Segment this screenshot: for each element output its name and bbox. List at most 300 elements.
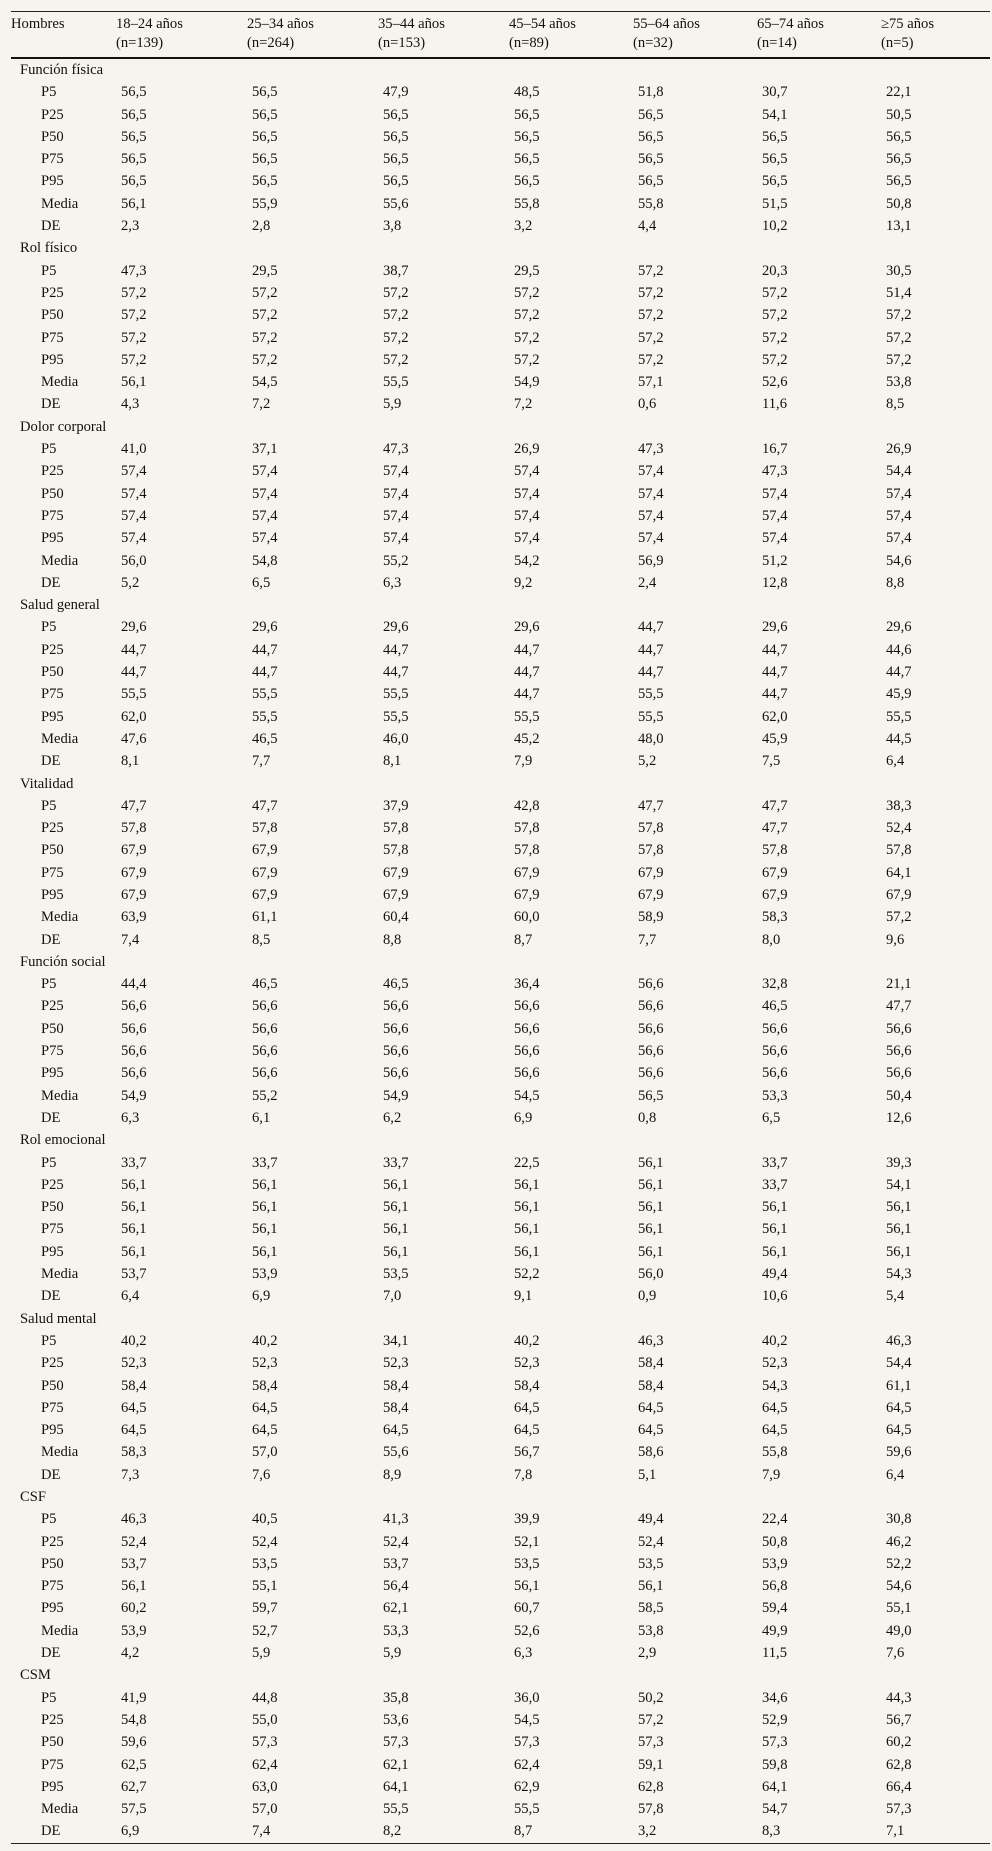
value-cell: 5,9 bbox=[383, 1645, 402, 1662]
stat-label: DE bbox=[11, 1820, 116, 1843]
column-header bbox=[247, 12, 378, 59]
value-cell: 26,9 bbox=[886, 441, 912, 458]
value-cell: 8,1 bbox=[121, 753, 140, 770]
value-cell: 57,2 bbox=[514, 329, 540, 346]
value-cell: 52,3 bbox=[252, 1355, 278, 1372]
stat-label: DE bbox=[41, 1645, 61, 1662]
value-cell: 55,5 bbox=[383, 374, 409, 391]
stat-label: P95 bbox=[41, 351, 64, 368]
value-cell: 52,4 bbox=[121, 1533, 147, 1550]
table-row bbox=[11, 1285, 990, 1307]
value-cell: 56,5 bbox=[886, 128, 912, 145]
value-cell: 56,6 bbox=[514, 1020, 540, 1037]
section-title: Salud mental bbox=[20, 1310, 97, 1327]
value-cell: 54,8 bbox=[252, 552, 278, 569]
value-cell: 53,3 bbox=[762, 1087, 788, 1104]
table-row bbox=[11, 304, 990, 326]
value-cell: 56,1 bbox=[121, 1578, 147, 1595]
value-cell: 58,3 bbox=[762, 909, 788, 926]
value-cell: 57,8 bbox=[383, 820, 409, 837]
value-cell: 67,9 bbox=[383, 864, 409, 881]
value-cell: 57,4 bbox=[514, 463, 540, 480]
value-cell: 64,5 bbox=[762, 1399, 788, 1416]
value-cell: 33,7 bbox=[762, 1154, 788, 1171]
value-cell: 57,4 bbox=[514, 507, 540, 524]
table-row bbox=[11, 260, 990, 282]
value-cell: 56,6 bbox=[638, 998, 664, 1015]
value-cell: 11,5 bbox=[762, 1645, 787, 1662]
section-header-row bbox=[11, 1129, 990, 1151]
stat-label: P25 bbox=[41, 998, 64, 1015]
value-cell: 57,3 bbox=[638, 1734, 664, 1751]
value-cell: 6,1 bbox=[252, 1109, 271, 1126]
value-cell: 47,7 bbox=[886, 998, 912, 1015]
value-cell: 57,4 bbox=[383, 507, 409, 524]
value-cell: 57,4 bbox=[383, 530, 409, 547]
value-cell: 52,3 bbox=[383, 1355, 409, 1372]
table-row bbox=[11, 1040, 990, 1062]
value-cell: 53,7 bbox=[383, 1555, 409, 1572]
value-cell: 67,9 bbox=[252, 886, 278, 903]
table-row bbox=[11, 884, 990, 906]
value-cell: 2,9 bbox=[638, 1645, 657, 1662]
value-cell: 56,5 bbox=[638, 1087, 664, 1104]
value-cell: 7,6 bbox=[252, 1466, 271, 1483]
value-cell: 57,2 bbox=[121, 351, 147, 368]
value-cell: 45,2 bbox=[514, 730, 540, 747]
value-cell: 53,9 bbox=[121, 1622, 147, 1639]
value-cell: 47,3 bbox=[383, 441, 409, 458]
table-row bbox=[11, 1174, 990, 1196]
value-cell: 57,3 bbox=[886, 1801, 912, 1818]
stat-label: P25 bbox=[41, 1176, 64, 1193]
table-row bbox=[11, 1798, 990, 1820]
table-row bbox=[11, 1508, 990, 1530]
value-cell: 41,0 bbox=[121, 441, 147, 458]
value-cell: 62,8 bbox=[638, 1778, 664, 1795]
value-cell: 47,7 bbox=[762, 797, 788, 814]
value-cell: 22,4 bbox=[762, 1511, 788, 1528]
value-cell: 56,5 bbox=[252, 151, 278, 168]
value-cell: 57,4 bbox=[121, 485, 147, 502]
value-cell: 58,4 bbox=[638, 1355, 664, 1372]
value-cell: 56,1 bbox=[762, 1199, 788, 1216]
value-cell: 56,5 bbox=[252, 128, 278, 145]
value-cell: 44,7 bbox=[121, 641, 147, 658]
value-cell: 44,5 bbox=[886, 730, 912, 747]
section-title: Rol emocional bbox=[20, 1132, 106, 1149]
value-cell: 56,1 bbox=[514, 1243, 540, 1260]
table-row bbox=[11, 839, 990, 861]
value-cell: 6,3 bbox=[383, 574, 402, 591]
value-cell: 30,5 bbox=[886, 262, 912, 279]
value-cell: 56,5 bbox=[762, 128, 788, 145]
value-cell: 57,2 bbox=[886, 329, 912, 346]
value-cell: 56,1 bbox=[638, 1221, 664, 1238]
value-cell: 46,0 bbox=[383, 730, 409, 747]
value-cell: 57,8 bbox=[514, 842, 540, 859]
value-cell: 44,7 bbox=[121, 664, 147, 681]
section-header-row bbox=[11, 58, 990, 81]
table-row bbox=[11, 683, 990, 705]
value-cell: 40,2 bbox=[762, 1332, 788, 1349]
value-cell: 57,4 bbox=[762, 507, 788, 524]
value-cell: 57,3 bbox=[762, 1734, 788, 1751]
value-cell: 57,8 bbox=[121, 820, 147, 837]
column-n: (n=139) bbox=[116, 34, 164, 51]
value-cell: 63,0 bbox=[252, 1778, 278, 1795]
stat-label: P95 bbox=[41, 1422, 64, 1439]
value-cell: 55,5 bbox=[383, 1801, 409, 1818]
value-cell: 56,6 bbox=[121, 1043, 147, 1060]
value-cell: 54,3 bbox=[762, 1377, 788, 1394]
value-cell: 57,8 bbox=[762, 842, 788, 859]
value-cell: 53,5 bbox=[514, 1555, 540, 1572]
value-cell: 56,6 bbox=[514, 998, 540, 1015]
value-cell: 62,8 bbox=[886, 1756, 912, 1773]
value-cell: 57,3 bbox=[514, 1734, 540, 1751]
value-cell: 57,2 bbox=[252, 329, 278, 346]
value-cell: 50,5 bbox=[886, 106, 912, 123]
value-cell: 55,5 bbox=[252, 708, 278, 725]
stat-label: P50 bbox=[41, 1377, 64, 1394]
value-cell: 57,4 bbox=[638, 530, 664, 547]
stat-label: P5 bbox=[41, 262, 57, 279]
value-cell: 53,5 bbox=[383, 1266, 409, 1283]
section-title: Vitalidad bbox=[20, 775, 74, 792]
value-cell: 56,1 bbox=[762, 1221, 788, 1238]
value-cell: 64,5 bbox=[514, 1422, 540, 1439]
value-cell: 53,8 bbox=[886, 374, 912, 391]
table-row bbox=[11, 1687, 990, 1709]
value-cell: 57,0 bbox=[252, 1801, 278, 1818]
value-cell: 53,9 bbox=[252, 1266, 278, 1283]
value-cell: 44,7 bbox=[383, 664, 409, 681]
value-cell: 57,4 bbox=[886, 507, 912, 524]
stat-label: Media bbox=[41, 552, 79, 569]
value-cell: 56,6 bbox=[121, 1020, 147, 1037]
value-cell: 57,2 bbox=[514, 307, 540, 324]
value-cell: 56,1 bbox=[638, 1199, 664, 1216]
value-cell: 56,6 bbox=[762, 1065, 788, 1082]
value-cell: 0,8 bbox=[638, 1109, 657, 1126]
value-cell: 56,4 bbox=[383, 1578, 409, 1595]
table-row bbox=[11, 728, 990, 750]
stat-label: P95 bbox=[41, 886, 64, 903]
value-cell: 56,1 bbox=[252, 1221, 278, 1238]
table-row bbox=[11, 1776, 990, 1798]
value-cell: 57,4 bbox=[121, 463, 147, 480]
column-age: 35–44 años bbox=[378, 16, 445, 32]
table-row bbox=[11, 1018, 990, 1040]
stat-label: P50 bbox=[41, 307, 64, 324]
table-row bbox=[11, 973, 990, 995]
value-cell: 57,2 bbox=[638, 1711, 664, 1728]
value-cell: 64,5 bbox=[638, 1422, 664, 1439]
stat-label: P5 bbox=[41, 1332, 57, 1349]
value-cell: 57,0 bbox=[252, 1444, 278, 1461]
value-cell: 56,7 bbox=[514, 1444, 540, 1461]
value-cell: 8,2 bbox=[378, 1820, 509, 1843]
value-cell: 56,1 bbox=[762, 1243, 788, 1260]
stat-label: P50 bbox=[41, 1199, 64, 1216]
value-cell: 29,6 bbox=[514, 619, 540, 636]
value-cell: 47,3 bbox=[762, 463, 788, 480]
stat-label: P5 bbox=[41, 619, 57, 636]
value-cell: 55,5 bbox=[121, 686, 147, 703]
value-cell: 56,1 bbox=[121, 374, 147, 391]
value-cell: 56,1 bbox=[638, 1243, 664, 1260]
table-row bbox=[11, 1419, 990, 1441]
stat-label: P75 bbox=[41, 151, 64, 168]
value-cell: 58,4 bbox=[121, 1377, 147, 1394]
value-cell: 62,0 bbox=[121, 708, 147, 725]
value-cell: 3,8 bbox=[383, 218, 402, 235]
stat-label: P75 bbox=[41, 329, 64, 346]
value-cell: 67,9 bbox=[121, 842, 147, 859]
value-cell: 51,2 bbox=[762, 552, 788, 569]
stat-label: P25 bbox=[41, 641, 64, 658]
value-cell: 55,5 bbox=[638, 708, 664, 725]
stat-label: P5 bbox=[41, 84, 57, 101]
value-cell: 44,7 bbox=[514, 641, 540, 658]
value-cell: 55,5 bbox=[252, 686, 278, 703]
value-cell: 61,1 bbox=[252, 909, 278, 926]
value-cell: 64,1 bbox=[762, 1778, 788, 1795]
value-cell: 56,1 bbox=[886, 1199, 912, 1216]
section-title: Salud general bbox=[20, 597, 100, 614]
stat-label: P50 bbox=[41, 842, 64, 859]
value-cell: 4,3 bbox=[121, 396, 140, 413]
table-row bbox=[11, 661, 990, 683]
value-cell: 54,1 bbox=[762, 106, 788, 123]
value-cell: 58,4 bbox=[383, 1377, 409, 1394]
table-row bbox=[11, 1709, 990, 1731]
table-row bbox=[11, 483, 990, 505]
value-cell: 64,5 bbox=[121, 1399, 147, 1416]
value-cell: 52,3 bbox=[121, 1355, 147, 1372]
column-age: 25–34 años bbox=[247, 16, 314, 32]
table-row bbox=[11, 572, 990, 594]
value-cell: 16,7 bbox=[762, 441, 788, 458]
value-cell: 44,7 bbox=[886, 664, 912, 681]
section-header-row bbox=[11, 1664, 990, 1686]
value-cell: 26,9 bbox=[514, 441, 540, 458]
table-row bbox=[11, 1375, 990, 1397]
table-row bbox=[11, 1263, 990, 1285]
value-cell: 0,6 bbox=[638, 396, 657, 413]
value-cell: 64,1 bbox=[886, 864, 912, 881]
value-cell: 38,7 bbox=[383, 262, 409, 279]
value-cell: 66,4 bbox=[886, 1778, 912, 1795]
value-cell: 54,6 bbox=[886, 552, 912, 569]
value-cell: 57,2 bbox=[638, 284, 664, 301]
value-cell: 56,1 bbox=[121, 1176, 147, 1193]
value-cell: 33,7 bbox=[383, 1154, 409, 1171]
value-cell: 53,7 bbox=[121, 1266, 147, 1283]
table-row bbox=[11, 1062, 990, 1084]
stat-label: Media bbox=[41, 1087, 79, 1104]
value-cell: 57,4 bbox=[762, 485, 788, 502]
value-cell: 52,4 bbox=[383, 1533, 409, 1550]
value-cell: 20,3 bbox=[762, 262, 788, 279]
table-row bbox=[11, 1107, 990, 1129]
value-cell: 6,3 bbox=[514, 1645, 533, 1662]
value-cell: 56,0 bbox=[121, 552, 147, 569]
value-cell: 44,7 bbox=[514, 664, 540, 681]
value-cell: 60,2 bbox=[886, 1734, 912, 1751]
value-cell: 67,9 bbox=[762, 864, 788, 881]
value-cell: 35,8 bbox=[383, 1689, 409, 1706]
value-cell: 52,9 bbox=[762, 1711, 788, 1728]
table-row bbox=[11, 1441, 990, 1463]
value-cell: 53,7 bbox=[121, 1555, 147, 1572]
value-cell: 57,2 bbox=[762, 351, 788, 368]
table-row bbox=[11, 371, 990, 393]
value-cell: 58,6 bbox=[638, 1444, 664, 1461]
stat-label: P25 bbox=[41, 820, 64, 837]
stat-label: P25 bbox=[41, 1355, 64, 1372]
stat-label: P95 bbox=[41, 1243, 64, 1260]
value-cell: 57,4 bbox=[514, 530, 540, 547]
value-cell: 54,5 bbox=[252, 374, 278, 391]
value-cell: 53,5 bbox=[638, 1555, 664, 1572]
value-cell: 56,5 bbox=[383, 106, 409, 123]
table-row bbox=[11, 282, 990, 304]
table-row bbox=[11, 817, 990, 839]
section-header-row bbox=[11, 594, 990, 616]
value-cell: 57,2 bbox=[252, 307, 278, 324]
value-cell: 56,1 bbox=[383, 1199, 409, 1216]
table-row bbox=[11, 1085, 990, 1107]
value-cell: 56,5 bbox=[514, 173, 540, 190]
value-cell: 57,2 bbox=[383, 307, 409, 324]
value-cell: 54,7 bbox=[762, 1801, 788, 1818]
value-cell: 44,3 bbox=[886, 1689, 912, 1706]
value-cell: 60,7 bbox=[514, 1600, 540, 1617]
stat-label: P95 bbox=[41, 708, 64, 725]
column-header bbox=[633, 12, 757, 59]
value-cell: 56,1 bbox=[638, 1176, 664, 1193]
value-cell: 44,6 bbox=[886, 641, 912, 658]
value-cell: 9,6 bbox=[886, 931, 905, 948]
stat-label: Media bbox=[41, 909, 79, 926]
value-cell: 52,4 bbox=[886, 820, 912, 837]
value-cell: 56,1 bbox=[252, 1199, 278, 1216]
stat-label: P5 bbox=[41, 797, 57, 814]
value-cell: 55,5 bbox=[638, 686, 664, 703]
value-cell: 56,5 bbox=[121, 84, 147, 101]
value-cell: 53,5 bbox=[252, 1555, 278, 1572]
value-cell: 54,2 bbox=[514, 552, 540, 569]
value-cell: 29,5 bbox=[252, 262, 278, 279]
stat-label: DE bbox=[41, 1288, 61, 1305]
value-cell: 56,5 bbox=[121, 151, 147, 168]
section-title: Dolor corporal bbox=[20, 418, 107, 435]
value-cell: 54,3 bbox=[886, 1266, 912, 1283]
table-row bbox=[11, 1531, 990, 1553]
table-row bbox=[11, 1597, 990, 1619]
value-cell: 56,5 bbox=[514, 128, 540, 145]
value-cell: 57,2 bbox=[514, 284, 540, 301]
value-cell: 5,4 bbox=[886, 1288, 905, 1305]
column-header bbox=[378, 12, 509, 59]
value-cell: 7,7 bbox=[638, 931, 657, 948]
value-cell: 64,5 bbox=[252, 1422, 278, 1439]
value-cell: 44,7 bbox=[638, 641, 664, 658]
value-cell: 47,3 bbox=[638, 441, 664, 458]
value-cell: 49,0 bbox=[886, 1622, 912, 1639]
value-cell: 60,2 bbox=[121, 1600, 147, 1617]
value-cell: 55,9 bbox=[252, 195, 278, 212]
value-cell: 6,5 bbox=[252, 574, 271, 591]
value-cell: 34,1 bbox=[383, 1332, 409, 1349]
value-cell: 54,1 bbox=[886, 1176, 912, 1193]
value-cell: 47,6 bbox=[121, 730, 147, 747]
value-cell: 29,6 bbox=[252, 619, 278, 636]
stat-label: P25 bbox=[41, 284, 64, 301]
table-row bbox=[11, 327, 990, 349]
value-cell: 9,1 bbox=[514, 1288, 533, 1305]
table-row bbox=[11, 104, 990, 126]
section-title: CSM bbox=[20, 1667, 51, 1684]
value-cell: 56,1 bbox=[121, 1243, 147, 1260]
value-cell: 56,7 bbox=[886, 1711, 912, 1728]
value-cell: 45,9 bbox=[762, 730, 788, 747]
value-cell: 33,7 bbox=[252, 1154, 278, 1171]
value-cell: 57,8 bbox=[886, 842, 912, 859]
value-cell: 3,2 bbox=[633, 1820, 757, 1843]
value-cell: 37,9 bbox=[383, 797, 409, 814]
value-cell: 57,2 bbox=[383, 284, 409, 301]
stat-label: Media bbox=[41, 1622, 79, 1639]
column-header bbox=[881, 12, 990, 59]
value-cell: 46,3 bbox=[121, 1511, 147, 1528]
value-cell: 50,2 bbox=[638, 1689, 664, 1706]
value-cell: 57,4 bbox=[886, 485, 912, 502]
stat-label: Media bbox=[41, 1266, 79, 1283]
value-cell: 30,8 bbox=[886, 1511, 912, 1528]
section-header-row bbox=[11, 237, 990, 259]
stat-label: P50 bbox=[41, 485, 64, 502]
table-row bbox=[11, 616, 990, 638]
value-cell: 54,9 bbox=[383, 1087, 409, 1104]
stat-label: Media bbox=[41, 374, 79, 391]
column-age: 55–64 años bbox=[633, 16, 700, 32]
value-cell: 55,6 bbox=[383, 1444, 409, 1461]
stat-label: P5 bbox=[41, 1689, 57, 1706]
value-cell: 56,6 bbox=[886, 1065, 912, 1082]
value-cell: 56,1 bbox=[514, 1199, 540, 1216]
value-cell: 44,7 bbox=[514, 686, 540, 703]
value-cell: 57,2 bbox=[638, 329, 664, 346]
stat-label: P50 bbox=[41, 1020, 64, 1037]
value-cell: 57,2 bbox=[886, 307, 912, 324]
value-cell: 56,1 bbox=[514, 1578, 540, 1595]
value-cell: 57,2 bbox=[514, 351, 540, 368]
stat-label: P75 bbox=[41, 507, 64, 524]
value-cell: 57,2 bbox=[121, 284, 147, 301]
table-row bbox=[11, 393, 990, 415]
value-cell: 57,3 bbox=[383, 1734, 409, 1751]
value-cell: 64,5 bbox=[886, 1422, 912, 1439]
value-cell: 7,2 bbox=[514, 396, 533, 413]
value-cell: 62,4 bbox=[514, 1756, 540, 1773]
value-cell: 56,0 bbox=[638, 1266, 664, 1283]
table-row bbox=[11, 81, 990, 103]
value-cell: 2,8 bbox=[252, 218, 271, 235]
value-cell: 64,5 bbox=[252, 1399, 278, 1416]
